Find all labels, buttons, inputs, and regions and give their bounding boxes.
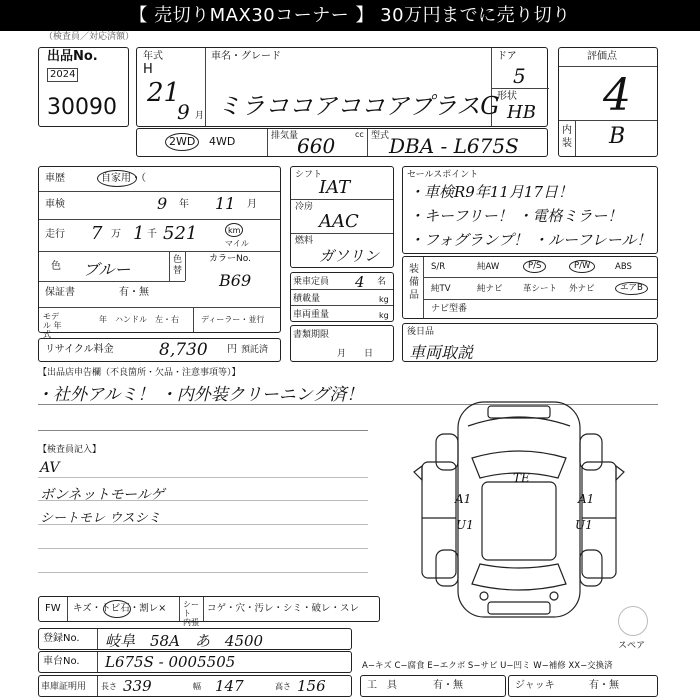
car-diagram — [408, 400, 630, 622]
cert-length: 339 — [123, 677, 152, 695]
reg-row — [38, 628, 352, 650]
doors-label: ドア — [497, 51, 517, 62]
score-box — [558, 47, 658, 157]
mark-roof: TE — [513, 471, 530, 485]
lot-box — [38, 47, 129, 127]
equip-item: ABS — [615, 262, 632, 272]
displacement: 660 — [297, 134, 336, 158]
details-box — [38, 166, 281, 339]
recycle-unit: 円 — [227, 344, 237, 355]
weight-label: 車両重量 — [293, 310, 330, 320]
interior-value: B — [609, 124, 626, 149]
sales-label: セールスポイント — [407, 170, 479, 180]
doors: 5 — [513, 64, 526, 88]
mileage-man: 7 — [91, 223, 103, 244]
insp-month: 11 — [215, 194, 236, 213]
recycle-label: リサイクル料金 — [45, 344, 114, 355]
mark-right-door: A1 — [578, 492, 595, 506]
km-unit: km — [228, 226, 241, 235]
shape-label: 形状 — [497, 91, 517, 102]
tool-label: 工 具 — [367, 680, 397, 691]
era: H — [143, 62, 153, 77]
lot-number: 30090 — [47, 95, 117, 120]
docs-box — [290, 325, 394, 362]
spare-label: スペア — [618, 641, 646, 651]
cert-label: 車庫証明用 — [41, 682, 87, 692]
color-change: 色替 — [173, 255, 183, 276]
model-year-text: 年 ハンドル 左・右 — [99, 315, 179, 324]
equip-item: 純TV — [431, 284, 451, 294]
spare-tire-icon — [618, 606, 648, 636]
jack-label: ジャッキ — [515, 680, 555, 691]
insp-year: 9 — [157, 194, 168, 213]
mark-left-door: A1 — [455, 492, 472, 506]
cert-width: 147 — [215, 677, 244, 695]
equip-label: 装備品 — [409, 264, 419, 301]
inspector-line-2: ボンネットモールゲ — [40, 487, 165, 503]
mileage-label: 走行 — [45, 229, 65, 240]
inspector-line-3: シートモレ ウスシミ — [40, 511, 161, 526]
equip-item: S/R — [431, 262, 446, 272]
inspection-label: 車検 — [45, 199, 65, 210]
fw-text: キズ・トビ石・割レ× — [73, 603, 167, 614]
sales-box — [402, 166, 658, 254]
month-unit: 月 — [195, 111, 205, 121]
equip-item: エアB — [615, 282, 648, 295]
fuel-label: 燃料 — [295, 236, 314, 246]
cert-width-label: 幅 — [193, 682, 201, 691]
year-value: 21 — [147, 78, 181, 108]
equip-item: 純ナビ — [477, 284, 503, 294]
name-label: 車名・グレード — [211, 51, 281, 62]
shift-label: シフト — [295, 170, 323, 180]
lot-label: 出品No. — [47, 49, 98, 64]
recycle-box — [38, 338, 281, 362]
banner: 【 売切りMAX30コーナー 】 30万円までに売り切り — [0, 0, 700, 31]
sales-line-1: ・車検R9年11月17日！ — [409, 183, 574, 201]
mark-right-rear: U1 — [575, 518, 593, 532]
chassis-row — [38, 651, 352, 673]
fuel-value: ガソリン — [319, 247, 380, 265]
capacity-label: 乗車定員 — [293, 277, 330, 287]
load-unit: kg — [379, 295, 389, 304]
recycle-note: 預託済 — [241, 345, 269, 355]
score-value: 4 — [603, 70, 631, 121]
shift-box — [290, 166, 394, 268]
warranty-label: 保証書 — [45, 287, 75, 298]
car-name: ミラココア — [217, 92, 337, 120]
navi-label: ナビ型番 — [431, 304, 468, 314]
score-label: 評価点 — [587, 51, 617, 62]
mileage-sen: 1 — [133, 223, 145, 244]
sales-line-3: ・フォグランプ！ ・ルーフレール！ — [409, 231, 652, 249]
cert-length-label: 長さ — [101, 682, 117, 691]
mark-left-rear: U1 — [456, 518, 474, 532]
model-label: 型式 — [371, 131, 390, 141]
later-box — [402, 323, 658, 362]
model-year-label: モデル 年式 — [43, 312, 62, 339]
history-value: 自家用・（ — [101, 173, 146, 184]
capacity-unit: 名 — [377, 277, 387, 287]
dealer-text: ディーラー・並行 — [201, 315, 265, 324]
capacity-value: 4 — [355, 273, 365, 291]
warranty-value: 有・無 — [119, 287, 149, 298]
mileage-rest: 521 — [163, 223, 198, 244]
spec-row — [136, 128, 548, 157]
equip-item: 革シート — [523, 284, 558, 294]
drive-4wd: 4WD — [209, 135, 236, 148]
jack-value: 有・無 — [589, 680, 619, 691]
month-value: 9 — [177, 100, 190, 124]
tool-row — [360, 675, 506, 697]
equip-item: P/S — [523, 260, 546, 273]
interior-label: 内装 — [562, 125, 572, 149]
color-code-label: カラーNo. — [209, 254, 251, 264]
chassis-value: L675S - 0005505 — [105, 653, 236, 671]
shape: HB — [507, 102, 536, 123]
reg-value: 岐阜 58A あ 4500 — [105, 632, 264, 650]
header-box — [136, 47, 548, 127]
ac-label: 冷房 — [295, 202, 314, 212]
drive-2wd: 2WD — [169, 135, 196, 148]
ac-value: AAC — [319, 211, 359, 232]
insp-month-unit: 月 — [247, 199, 257, 210]
mile-unit: マイル — [225, 239, 249, 248]
capacity-box — [290, 272, 394, 322]
damage-legend: A−キズ C−腐食 E−エクボ S−サビ U−凹ミ W−補修 XX−交換済 — [362, 661, 613, 671]
color-value: ブルー — [83, 260, 131, 279]
recycle-value: 8,730 — [159, 340, 208, 360]
tool-value: 有・無 — [433, 680, 463, 691]
later-value: 車両取説 — [409, 343, 474, 362]
cc-unit: cc — [355, 130, 364, 139]
fw-label: FW — [45, 603, 61, 614]
sen-unit: 千 — [147, 229, 157, 240]
man-unit: 万 — [111, 229, 121, 240]
equip-item: P/W — [569, 260, 595, 273]
equip-item: 純AW — [477, 262, 500, 272]
sales-line-2: ・キーフリー！ ・電格ミラー！ — [409, 207, 623, 225]
insp-year-unit: 年 — [179, 199, 189, 210]
color-code: B69 — [219, 271, 252, 290]
reg-label: 登録No. — [43, 633, 80, 644]
lot-year: 2024 — [47, 68, 78, 82]
fw-row — [38, 596, 380, 627]
model-value: DBA - L675S — [389, 134, 519, 158]
cert-height-label: 高さ — [275, 682, 291, 691]
seat-text: コゲ・穴・汚レ・シミ・破レ・スレ — [207, 603, 360, 614]
docs-unit: 月 日 — [337, 349, 374, 359]
chassis-label: 車台No. — [43, 656, 80, 667]
jack-row — [508, 675, 658, 697]
docs-label: 書類期限 — [293, 330, 330, 340]
inspector-line-1: AV — [40, 460, 60, 476]
cert-row — [38, 675, 352, 697]
seat-label: シート 内張 — [183, 600, 199, 627]
weight-unit: kg — [379, 311, 389, 320]
disp-label: 排気量 — [271, 131, 299, 141]
shop-notes-label: 【出品店申告欄（不良箇所・欠品・注意事項等）】 — [38, 368, 241, 378]
history-label: 車歴 — [45, 173, 65, 184]
inspector-label: 【検査員記入】 — [38, 445, 102, 455]
later-label: 後日品 — [407, 327, 435, 337]
year-label: 年式 — [143, 51, 163, 62]
grade: ココアプラスG — [337, 92, 500, 120]
shop-notes-text: ・社外アルミ！ ・内外装クリーニング済！ — [36, 385, 364, 405]
cert-height: 156 — [297, 677, 326, 695]
color-label: 色 — [51, 261, 61, 272]
equipment-box — [402, 256, 658, 319]
shift-value: IAT — [319, 177, 351, 198]
equip-item: 外ナビ — [569, 284, 595, 294]
load-label: 積載量 — [293, 294, 321, 304]
top-cutoff-text: （検査員／対応済額） — [44, 32, 135, 42]
